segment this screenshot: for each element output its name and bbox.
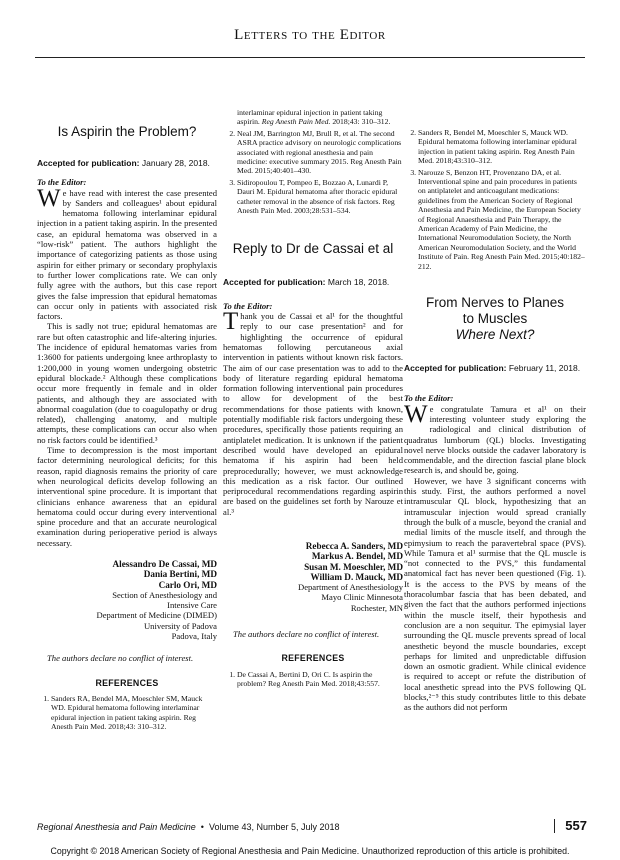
letter3-title: From Nerves to Planes to Muscles Where Next? — [425, 295, 565, 343]
letter1-references-heading: REFERENCES — [95, 677, 159, 688]
reference-item: 3. Sidiropoulou T, Pompeo E, Bozzao A, Lunardi P, Dauri M. Epidural hematoma after thoracic epidural catheter removal in the absence of risk factors. Reg Anesth Pain Med. 2003;28:531–534. — [237, 178, 403, 216]
letter1-title: Is Aspirin the Problem? — [57, 124, 197, 139]
letter2-affiliation: Department of Anesthesiology Mayo Clinic Minnesota Rochester, MN — [297, 582, 403, 613]
letter1-dropcap: W — [37, 184, 61, 212]
letter1-para1: We have read with interest the case presented by Sanders and colleagues¹ about epidural hematoma following interlaminar epidural injection in a patient taking aspirin. In the presented case, an epidural hematoma was observed in a “low-risk” patient. The authors highlight the importance of categorizing patients as those using aspirin for either primary or secondary prophylaxis to further lower complications rate. We can only fully agree with the authors, but this case report gives the false impression that epidural hematomas can occur only in patients with associated risk factors. — [37, 184, 217, 322]
letter1-accepted: Accepted for publication: January 28, 2018. — [37, 158, 210, 168]
letter2-references-cont — [404, 128, 586, 271]
letter3-para1: We congratulate Tamura et al¹ on their interesting volunteer study exploring the radiological and clinical distribution of quadratus lumborum (QL) blocks. Investigating novel nerve blocks outside the cadaver laboratory is commendable, and the direction fascial plane block research is, and should be, going. — [404, 400, 586, 476]
letter1-authors: Alessandro De Cassai, MD Dania Bertini, MD Carlo Ori, MD — [112, 558, 217, 590]
reference-item: 1. Sanders RA, Bendel MA, Moeschler SM, Mauck WD. Epidural hematoma following interlaminar epidural injection in patient taking aspirin. Reg Anesth Pain Med. 2018;43: 310–312. — [51, 694, 217, 732]
page-number: 557 — [565, 818, 587, 833]
running-header: Letters to the Editor — [234, 27, 386, 43]
reference-item: 3. Narouze S, Benzon HT, Provenzano DA, et al. Interventional spine and pain procedures in patients on antiplatelet and anticoagulant medications: guidelines from the American Society of Regional Anesthesia and Pain Medicine, the European Society of Regional Anaesthesia and Pain Therapy, the American Academy of Pain Medicine, the International Neuromodulation Society, the North American Neuromodulation Society, and the World Institute of Pain. Reg Anesth Pain Med. 2015;40:182–212. — [418, 168, 586, 271]
letter3-para2: However, we have 3 significant concerns with this study. First, the authors performed a novel intramuscular QL block, hypothesizing that an intramuscular injection would spread cranially through the bulk of a muscle, beyond the cranial and medial limits of the muscle itself, and through the epimysium to reach the paravertebral space (PVS). While Tamura et al¹ surmise that the QL muscle is “not connected to the PVS,” this fundamental anatomical fact has never been questioned (Fig. 1). It is the access to the PVS by means of the thoracolumbar fascia that has been debated, and given the fact that the authors performed injections within the muscle itself, their hypothesis and conclusion are a non sequitur. The epimysial layer surrounding the QL muscle prevents spread of local anesthetic beyond the muscle boundaries, except perhaps for limited and unpredictable diffusion down an osmotic gradient. While clinical evidence is required to accept or refute the distribution of local anesthetic spread into the PVS following QL blocks,²⁻⁵ this study contributes little to this debate as the authors did not perform — [404, 475, 586, 713]
page-footer — [37, 818, 587, 834]
letter1-declaration: The authors declare no conflict of interest. — [47, 653, 194, 664]
letter3-dropcap: W — [404, 400, 428, 428]
letter2-para1: Thank you de Cassai et al¹ for the thoughtful reply to our case presentation² and for highlighting the occurrence of epidural hematomas following percutaneous axial intervention in patients without known risk factors. The aim of our case presentation was to add to the body of literature regarding epidural hematoma formation following interventional pain procedures to allow for development of the best recommendations for those patients with known, potentially modifiable risk factors undergoing these procedures, specifically those patients requiring an antiplatelet medication. It is unknown if the patient described would have developed an epidural hematoma if his aspirin had been held preprocedurally; however, we must acknowledge this medication as a risk factor. Our outlined periprocedural recommendations regarding aspirin are based on the guidelines set forth by Narouze et al.³ — [223, 308, 403, 517]
letter2-title: Reply to Dr de Cassai et al — [232, 241, 394, 257]
letter1-references-start — [37, 693, 217, 732]
letter3-salutation: To the Editor: — [404, 393, 454, 404]
letter1-references-cont — [223, 108, 403, 215]
letter2-salutation: To the Editor: — [223, 300, 273, 311]
reference-item-cont: interlaminar epidural injection in patient taking aspirin. Reg Anesth Pain Med. 2018;43: 310–312. — [237, 108, 391, 127]
letter1-affiliation: Section of Anesthesiology and Intensive Care Department of Medicine (DIMED) University of Padova Padova, Italy — [96, 589, 217, 642]
letter2-references-heading: REFERENCES — [281, 653, 345, 664]
reference-item: 2. Neal JM, Barrington MJ, Brull R, et al. The second ASRA practice advisory on neurologic complications associated with regional anesthesia and pain medicine: executive summary 2015. Reg Anesth Pain Med. 2015;40:401–430. — [237, 129, 403, 176]
column-1 — [37, 124, 217, 732]
footer-citation: Regional Anesthesia and Pain Medicine • Volume 43, Number 5, July 2018 — [37, 822, 340, 832]
letter3-accepted: Accepted for publication: February 11, 2018. — [404, 363, 581, 374]
reference-item: 1. De Cassai A, Bertini D, Ori C. Is aspirin the problem? Reg Anesth Pain Med. 2018;43:557. — [237, 670, 403, 689]
letter2-references-start — [223, 670, 403, 689]
copyright-notice: Copyright © 2018 American Society of Regional Anesthesia and Pain Medicine. Unauthorized reproduction of this article is prohibited. — [50, 846, 570, 856]
column-2 — [223, 108, 403, 690]
reference-item: 2. Sanders R, Bendel M, Moeschler S, Mauck WD. Epidural hematoma following interlaminar epidural injection in patient taking aspirin. Reg Anesth Pain Med. 2018;43:310–312. — [418, 128, 586, 166]
header-rule — [35, 57, 585, 58]
letter2-declaration: The authors declare no conflict of interest. — [233, 629, 380, 640]
letter2-dropcap: T — [223, 308, 239, 336]
letter2-authors: Rebecca A. Sanders, MD Markus A. Bendel, MD Susan M. Moeschler, MD William D. Mauck, MD — [304, 541, 403, 582]
footer-divider — [554, 819, 555, 833]
letter2-accepted: Accepted for publication: March 18, 2018. — [223, 277, 390, 288]
letter1-para2: This is sadly not true; epidural hematomas are rare but often catastrophic and life-altering injuries. The incidence of epidural hematomas varies from 1:3600 for patients undergoing knee arthroplasty to 1:200,000 in young women undergoing obstetric epidural blockade.² Although these complications occur more frequently in female and in older patients, and although they are associated with abnormal coagulation (due to coagulopathy or drug related), challenging anatomy, and multiple attempts, these complications can occur also when no risk factors could be identified.³ — [37, 321, 217, 445]
letter1-para3: Time to decompression is the most important factor determining neurological deficits; for this reason, rapid diagnosis remains the priority of care when neurological deficits develop following an interventional spine procedure. It is important that clinicians enhance awareness that an epidural hematoma could occur during every interventional spine procedure and that an accurate neurological examination during perioperative period is always necessary. — [37, 445, 217, 548]
letter1-salutation: To the Editor: — [37, 177, 87, 188]
column-3 — [404, 128, 586, 713]
